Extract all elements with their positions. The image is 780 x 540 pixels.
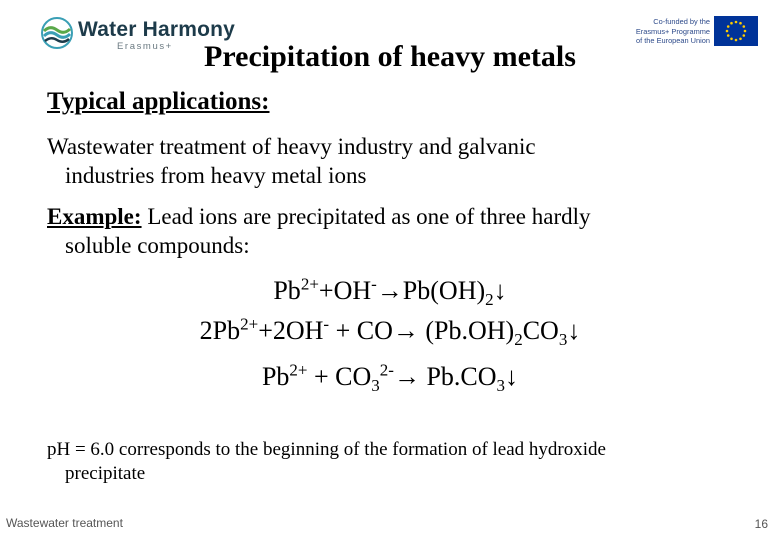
section-heading: Typical applications: xyxy=(47,88,270,115)
reaction-arrow: → xyxy=(392,316,419,345)
equation-lead-hydroxide xyxy=(0,274,780,309)
reaction-arrow: → xyxy=(376,276,403,305)
ph-note xyxy=(47,438,606,486)
slide-title: Precipitation of heavy metals xyxy=(204,40,576,73)
formula-part: +OH xyxy=(318,276,372,305)
note-line: pH = 6.0 corresponds to the beginning of the formation of lead hydroxide xyxy=(47,439,606,460)
ion-charge: 2+ xyxy=(289,360,308,380)
page-number: 16 xyxy=(754,517,768,531)
precipitate-arrow: ↓ xyxy=(505,362,519,391)
ion-charge: 2+ xyxy=(300,274,319,294)
formula-subscript: 2 xyxy=(514,329,523,349)
note-line: precipitate xyxy=(65,463,146,484)
equation-lead-carbonate xyxy=(0,360,780,395)
formula-subscript: 2 xyxy=(485,289,494,309)
paragraph-line: Wastewater treatment of heavy industry and galvanic xyxy=(47,134,536,159)
logo-subtitle: Erasmus+ xyxy=(117,41,173,52)
formula-part: Pb.CO xyxy=(419,362,497,391)
equation-basic-lead-carbonate xyxy=(0,314,780,349)
paragraph-line: soluble compounds: xyxy=(65,233,250,258)
example-label: Example: xyxy=(47,204,142,229)
ion-charge: 2- xyxy=(379,360,394,380)
ion-charge: 2+ xyxy=(240,314,259,334)
formula-subscript: 3 xyxy=(371,375,380,395)
formula-subscript: 3 xyxy=(496,375,506,395)
precipitate-arrow: ↓ xyxy=(493,276,507,305)
formula-part: (Pb.OH) xyxy=(418,316,515,345)
formula-part: + CO xyxy=(307,362,372,391)
reaction-arrow: → xyxy=(393,362,420,391)
example-paragraph xyxy=(47,202,591,260)
ion-charge: - xyxy=(323,314,330,334)
formula-part: CO xyxy=(522,316,559,345)
eu-funding-line: Erasmus+ Programme xyxy=(635,26,710,36)
ion-charge: - xyxy=(371,274,377,294)
footer-course-title: Wastewater treatment xyxy=(6,516,123,530)
paragraph-line: industries from heavy metal ions xyxy=(65,163,367,188)
formula-subscript: 3 xyxy=(558,329,568,349)
precipitate-arrow: ↓ xyxy=(567,316,581,345)
formula-part: Pb xyxy=(261,362,290,391)
formula-part: 2Pb xyxy=(199,316,241,345)
eu-funding-line: Co-funded by the xyxy=(653,17,710,26)
formula-part: +2OH xyxy=(258,316,324,345)
formula-part: Pb xyxy=(273,276,301,305)
paragraph-line: Lead ions are precipitated as one of three hardly xyxy=(141,204,591,229)
formula-part: + CO xyxy=(329,316,393,345)
logo-name: Water Harmony xyxy=(78,18,236,41)
eu-funding-line: of the European Union xyxy=(636,36,710,46)
applications-paragraph xyxy=(47,132,536,190)
formula-part: Pb(OH) xyxy=(402,276,486,305)
